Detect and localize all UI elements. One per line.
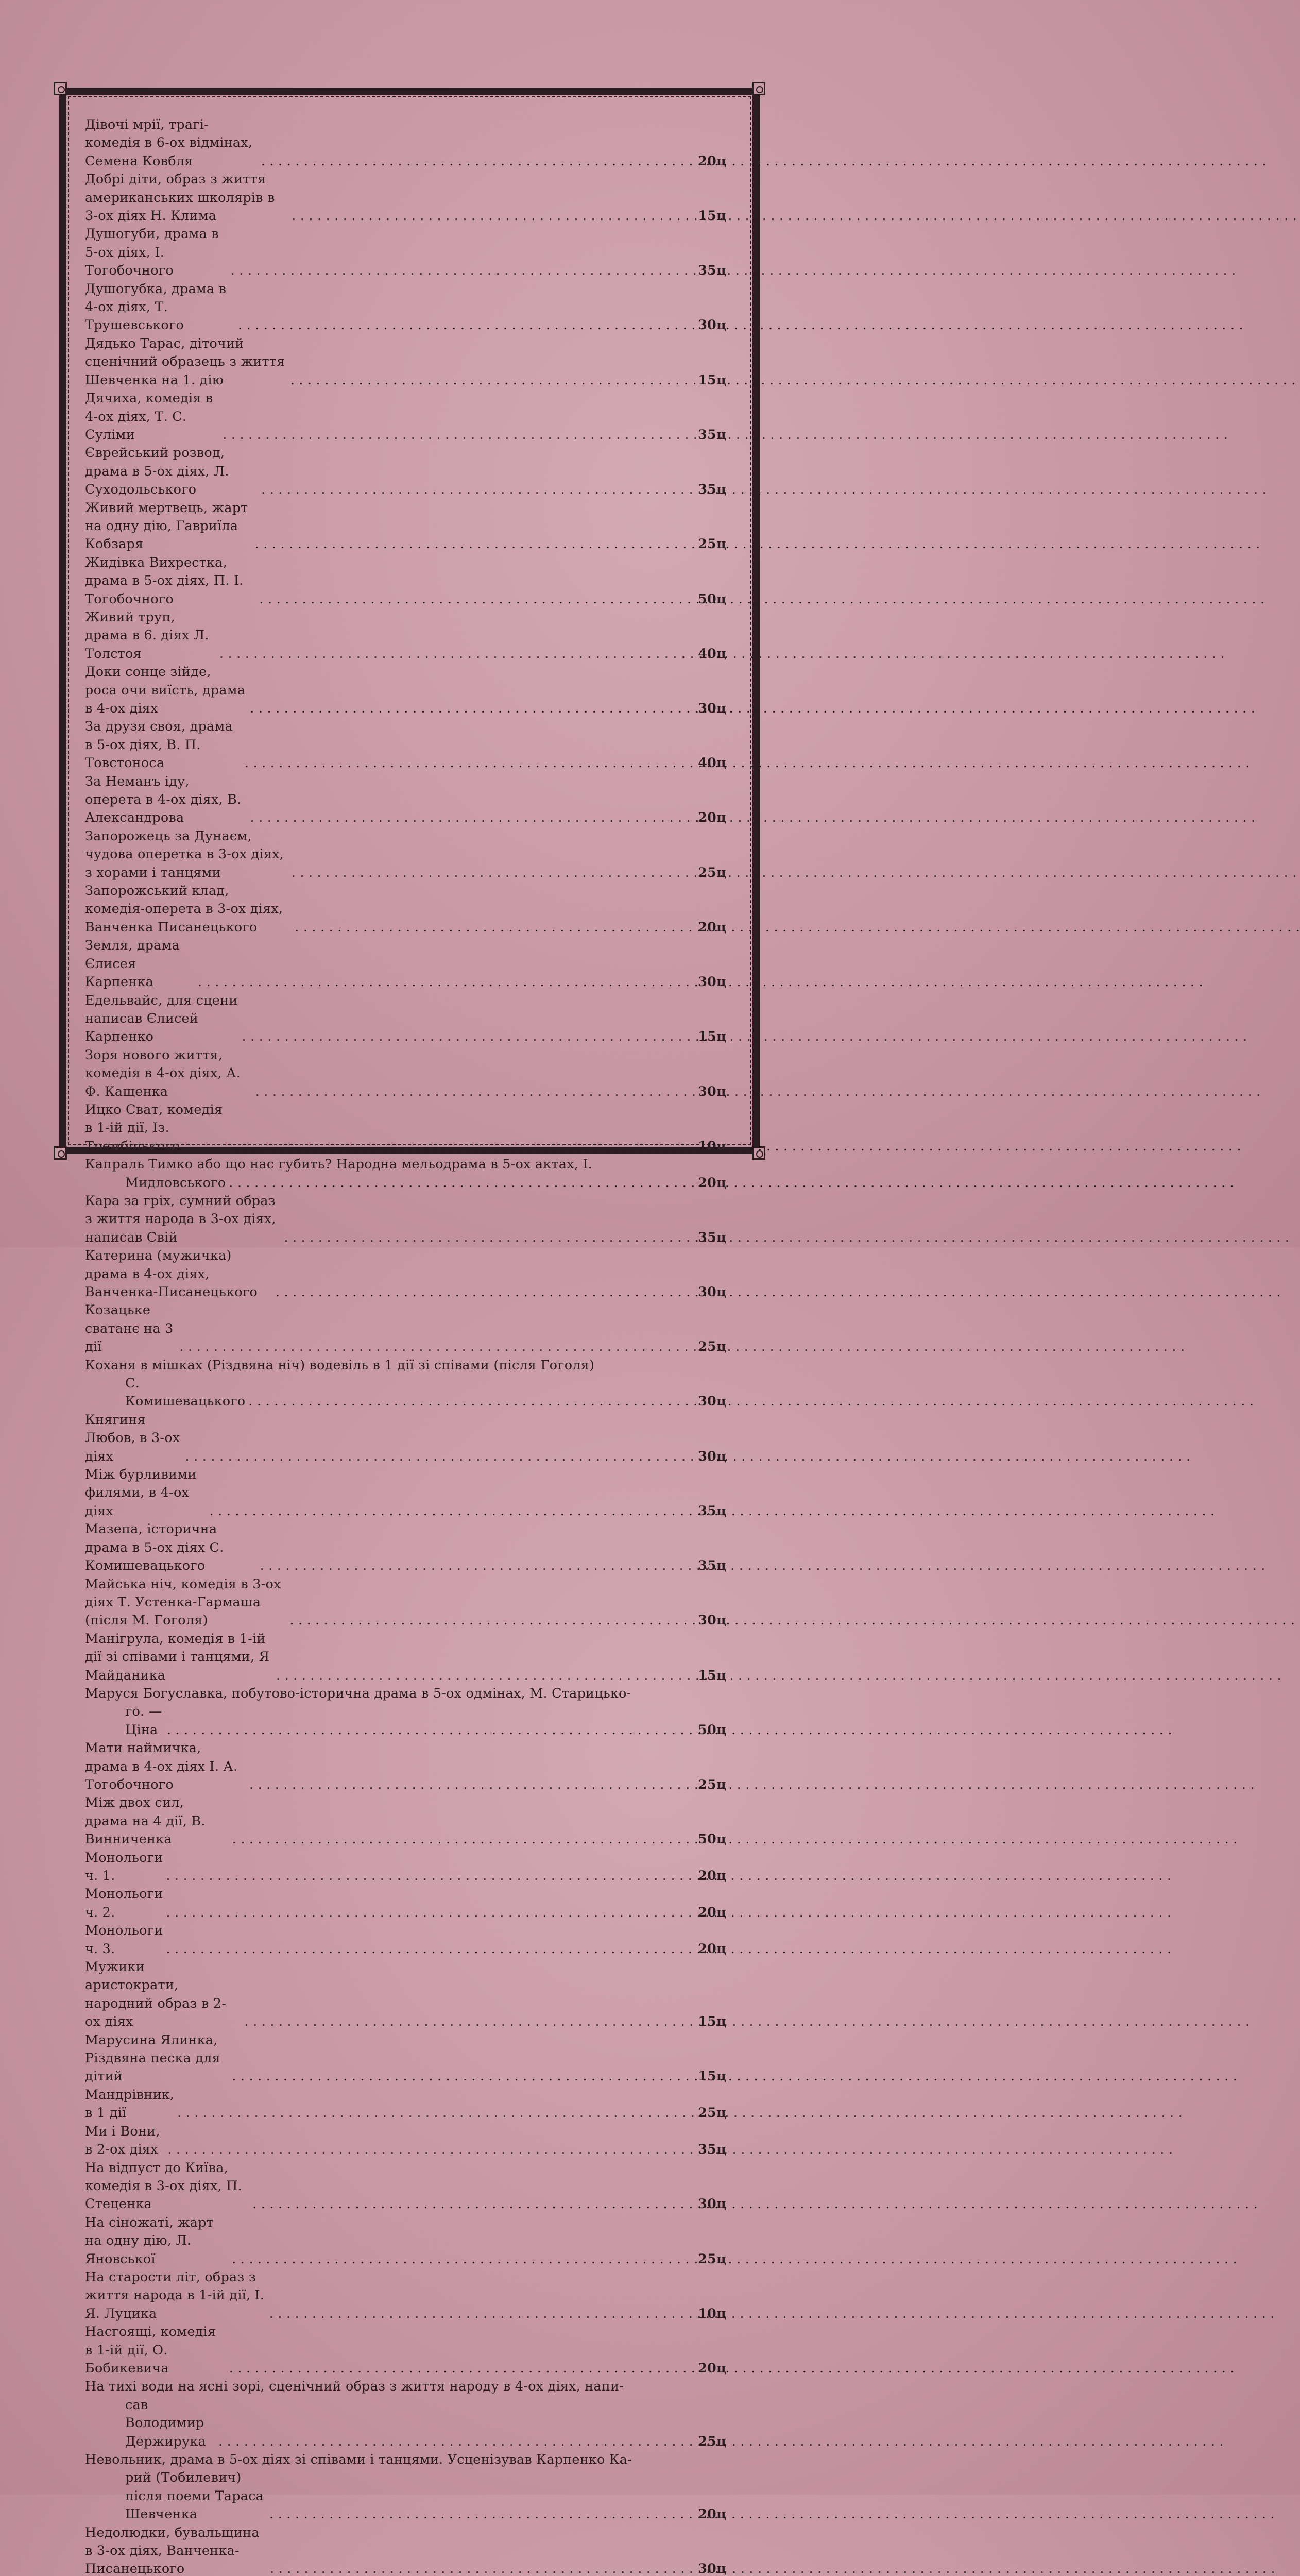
catalog-entry [85,827,726,882]
entry-title: Катерина (мужичка) драма в 4-ох діях, Ванченка-Писанецького [85,1248,258,1300]
entry-title: Мужики аристократи, народний образ в 2-ох діях [85,1959,227,2030]
entry-price: 20ц [698,153,726,169]
leader-dots [245,754,692,772]
entry-title: Земля, драма Єлисея Карпенка [85,938,180,990]
entry-price: 25ц [698,1776,726,1792]
catalog-entry [85,2214,726,2268]
leader-dots [276,1283,692,1301]
leader-dots [185,1448,692,1466]
entry-title: Доки сонце зійде, роса очи виїсть, драма в 4-ох діях [85,664,246,716]
entry-title: Невольник, драма в 5-ох діях зі співами і танцями. Усценізував Карпенко Ка- [85,2452,632,2467]
entry-title: Мати наймичка, драма в 4-ох діях І. А. Тогобочного [85,1740,238,1792]
entry-price: 20ц [698,919,726,935]
entry-price: 30ц [698,1083,726,1099]
leader-dots [255,1083,692,1101]
entry-price: 30ц [698,1284,726,1300]
leader-dots [177,2104,692,2122]
entry-price: 25ц [698,865,726,880]
entry-title: Манігрула, комедія в 1-ій дії зі співами і танцями, Я Майданика [85,1631,270,1683]
catalog-entry [85,1466,726,1520]
entry-title: Марусина Ялинка, Різдвяна песка для дітий [85,2032,220,2084]
entry-title: Дячиха, комедія в 4-ох діях, Т. С. Суліми [85,391,213,443]
entry-price: 25ц [698,2105,726,2121]
entry-title: За Неманъ іду, оперета в 4-ох діях, В. Александрова [85,773,242,826]
leader-dots [166,1867,692,1885]
catalog-entry [85,608,726,663]
entry-title: Майська ніч, комедія в 3-ох діях Т. Устенка-Гармаша (після М. Гоголя) [85,1576,281,1629]
leader-dots [250,700,692,718]
entry-title-continued: го. — Ціна [125,1704,162,1738]
entry-title: Зоря нового життя, комедія в 4-ох діях, А. Ф. Кащенка [85,1047,241,1099]
entry-title: Монольоги ч. 3. [85,1923,163,1957]
catalog-entry [85,882,726,937]
leader-dots [167,2141,692,2159]
catalog-entry [85,2323,726,2378]
leader-dots [179,1338,692,1356]
entry-price: 10ц [698,2306,726,2321]
entry-price: 50ц [698,1722,726,1738]
entry-title: Княгиня Любов, в 3-ох діях [85,1412,180,1464]
leader-dots [295,919,692,937]
corner-ornament-icon [54,82,67,95]
entry-title: Єврейський розвод, драма в 5-ох діях, Л. Суходольського [85,445,229,498]
entry-title: Ицко Сват, комедія в 1-ій дії, Із. Трембіцького [85,1101,223,1154]
entry-title: Живий мертвець, жарт на одну дію, Гавриїла Кобзаря [85,500,248,552]
entry-price: 35ц [698,482,726,498]
entry-continuation-line [85,1375,726,1411]
leader-dots [248,1393,692,1411]
entry-continuation-line [85,1174,726,1192]
entry-price: 40ц [698,646,726,662]
entry-title: Живий труп, драма в 6. діях Л. Толстоя [85,609,209,662]
leader-dots [269,2505,692,2523]
catalog-entry [85,2123,726,2159]
entry-title: Коханя в мішках (Різдвяна ніч) водевіль в 1 дії зі співами (після Гоголя) [85,1357,595,1373]
catalog-entry [85,444,726,499]
catalog-entry [85,499,726,554]
entry-title: Монольоги ч. 2. [85,1886,163,1920]
entry-title: На старости літ, образ з життя народа в 1-ій дії, І. Я. Луцика [85,2269,265,2321]
catalog-entry [85,2268,726,2323]
entry-title: Мазепа, історична драма в 5-ох діях С. Комишевацького [85,1521,224,1574]
catalog-entry [85,225,726,280]
entry-price: 40ц [698,755,726,771]
leader-dots [210,1502,692,1520]
entry-price: 30ц [698,1394,726,1410]
entry-title-continued: С. Комишевацького [125,1376,246,1410]
entry-price: 50ц [698,1832,726,1848]
leader-dots [166,1940,692,1958]
catalog-entry [85,992,726,1046]
entry-price: 15ц [698,1029,726,1045]
catalog-entry [85,663,726,718]
entry-price: 35ц [698,1503,726,1519]
leader-dots [229,2360,692,2378]
catalog-entry [85,1301,726,1356]
entry-title: Козацьке сватанє на 3 дії [85,1302,174,1355]
leader-dots [290,371,692,389]
catalog-entry [85,280,726,335]
entry-price: 50ц [698,591,726,607]
entry-price: 15ц [698,1667,726,1683]
entry-price: 15ц [698,2014,726,2030]
entry-title: Недолюдки, бувальщина в 3-ох діях, Ванченка-Писанецького [85,2524,260,2576]
catalog-entry [85,1247,726,1301]
catalog-entry [85,116,726,171]
leader-dots [276,1667,692,1685]
catalog-entry [85,1922,726,1958]
entry-title: Ми і Вони, в 2-ох діях [85,2123,160,2158]
entry-price: 30ц [698,1448,726,1464]
entry-price: 15ц [698,208,726,224]
entry-price: 30ц [698,2561,726,2576]
leader-dots [292,864,692,882]
leader-dots [232,2250,692,2268]
leader-dots [259,590,692,608]
leader-dots [250,809,693,827]
entry-price: 30ц [698,974,726,990]
corner-ornament-icon [752,82,765,95]
entry-title: Едельвайс, для сцени написав Єлисей Карпенко [85,992,238,1045]
entry-price: 25ц [698,2251,726,2267]
leader-dots [167,1721,692,1739]
catalog-entry [85,1357,726,1411]
entry-title: На тихі води на ясні зорі, сценічний образ з життя народу в 4-ох діях, напи- [85,2379,624,2395]
leader-dots [261,152,692,171]
entry-title: Капраль Тимко або що нас губить? Народна мельодрама в 5-ох актах, І. [85,1157,592,1173]
entry-title: Жидівка Вихрестка, драма в 5-ох діях, П. І. Тогобочного [85,554,244,607]
entry-price: 10ц [698,1138,726,1154]
catalog-entry [85,718,726,772]
leader-dots [229,1174,692,1192]
entry-price: 20ц [698,2360,726,2376]
leader-dots [244,2013,692,2031]
catalog-entry [85,1630,726,1685]
entry-continuation-line [85,1703,726,1739]
entry-price: 35ц [698,263,726,279]
catalog-entry [85,1156,726,1192]
leader-dots [236,1138,692,1156]
catalog-entry [85,1101,726,1156]
entry-price: 20ц [698,1868,726,1884]
entry-title: Дядько Тарас, діточий сценічний образець з життя Шевченка на 1. дію [85,335,285,388]
entry-title: За друзя своя, драма в 5-ох діях, В. П. Товстоноса [85,719,233,771]
entry-title: На відпуст до Київа, комедія в 3-ох діях, П. Стеценка [85,2160,242,2212]
catalog-entry [85,2378,726,2451]
entry-title-continued: рий (Тобилевич) після поеми Тараса Шевченка [125,2470,264,2522]
leader-dots [242,1028,693,1046]
catalog-entry [85,2524,726,2576]
catalog-entry [85,2031,726,2086]
catalog-entry [85,1575,726,1630]
entry-title: Монольоги ч. 1. [85,1850,163,1884]
entry-title: Мандрівник, в 1 дії [85,2087,175,2121]
entry-title: Дівочі мрії, трагі-комедія в 6-ох відмінах, Семена Ковбля [85,117,253,169]
entry-price: 25ц [698,536,726,552]
leader-dots [223,426,692,444]
entry-price: 15ц [698,372,726,388]
entry-continuation-line [85,2396,726,2451]
entry-title: Між бурливими филями, в 4-ох діях [85,1467,197,1519]
catalog-entry [85,937,726,991]
entry-title: Кара за гріх, сумний образ з життя народа в 3-ох діях, написав Свій [85,1193,276,1245]
leader-dots [218,2433,692,2451]
leader-dots [252,2195,692,2213]
entry-price: 35ц [698,427,726,443]
leader-dots [289,1612,692,1630]
catalog-entry [85,2086,726,2123]
entry-price: 25ц [698,1339,726,1355]
leader-dots [198,973,692,991]
entry-price: 30ц [698,317,726,333]
catalog-entry [85,2159,726,2214]
leader-dots [270,2560,692,2576]
entry-title: Маруся Богуславка, побутово-історична драма в 5-ох одмінах, М. Старицько- [85,1685,631,1701]
leader-dots [292,207,692,225]
entry-title-continued: сав Володимир Держирука [125,2397,206,2449]
catalog-entry [85,1794,726,1849]
entry-price: 20ц [698,810,726,826]
catalog-entry [85,1685,726,1739]
leader-dots [166,1904,692,1922]
entry-price: 20ц [698,1941,726,1957]
entry-price: 30ц [698,1613,726,1629]
entry-price: 15ц [698,2069,726,2084]
entry-title: Добрі діти, образ з життя американських школярів в 3-ох діях Н. Клима [85,172,275,224]
leader-dots [232,1831,692,1849]
catalog-entry [85,1411,726,1466]
entry-continuation-line [85,2469,726,2523]
corner-ornament-icon [54,1146,67,1160]
entry-price: 20ц [698,2506,726,2522]
catalog-entry [85,335,726,389]
leader-dots [269,2305,692,2323]
entry-title: На сіножаті, жарт на одну дію, Л. Яновської [85,2214,214,2267]
catalog-entry [85,773,726,827]
entry-price: 20ц [698,1175,726,1191]
leader-dots [261,481,692,499]
catalog-entry [85,1192,726,1247]
entry-title: Між двох сил, драма на 4 дії, В. Винниченка [85,1795,206,1848]
leader-dots [231,262,692,280]
entry-price: 35ц [698,1229,726,1245]
catalog-list [85,116,726,2576]
entry-price: 25ц [698,2433,726,2449]
leader-dots [238,316,692,334]
leader-dots [284,1229,692,1247]
entry-price: 30ц [698,701,726,716]
entry-price: 35ц [698,1558,726,1574]
entry-title-continued: Мидловського [125,1175,226,1191]
entry-title: Душогуби, драма в 5-ох діях, І. Тогобочного [85,226,219,279]
entry-title: Насгоящі, комедія в 1-ій дії, О. Бобикевича [85,2324,216,2376]
entry-price: 30ц [698,2196,726,2212]
leader-dots [232,2067,692,2086]
entry-title: Душогубка, драма в 4-ох діях, Т. Трушевського [85,281,227,333]
catalog-entry [85,1849,726,1886]
entry-title: Запорожець за Дунаєм, чудова оперетка в 3-ох діях, з хорами і танцями [85,828,284,880]
catalog-entry [85,1885,726,1922]
catalog-entry [85,2451,726,2524]
catalog-entry [85,389,726,444]
catalog-entry [85,1958,726,2031]
catalog-entry [85,1520,726,1575]
catalog-entry [85,554,726,608]
catalog-entry [85,1046,726,1101]
catalog-entry [85,171,726,225]
catalog-entry [85,1739,726,1794]
entry-price: 20ц [698,1904,726,1920]
leader-dots [255,535,692,553]
leader-dots [260,1557,692,1575]
leader-dots [249,1776,692,1794]
leader-dots [219,645,692,663]
entry-price: 35ц [698,2142,726,2158]
entry-title: Запорожський клад, комедія-оперета в 3-ох діях, Ванченка Писанецького [85,883,283,935]
